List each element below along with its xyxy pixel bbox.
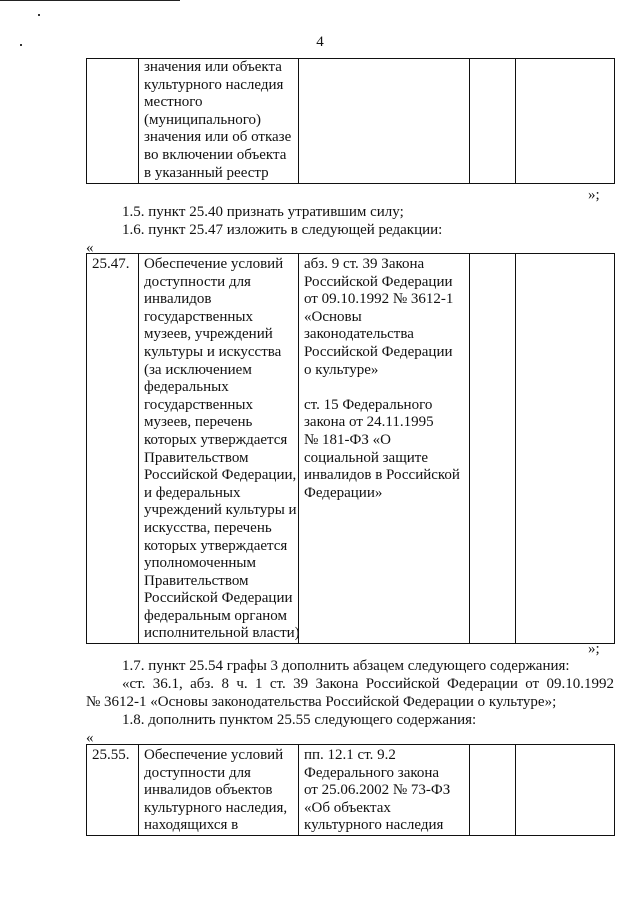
scan-speck bbox=[38, 14, 40, 16]
paragraph-1-5: 1.5. пункт 25.40 признать утратившим силу; bbox=[122, 204, 404, 220]
paragraph-1-7-quote-line-2: № 3612-1 «Основы законодательства Российской Федерации о культуре»; bbox=[86, 694, 557, 710]
cell-empty bbox=[516, 59, 615, 184]
cell-number bbox=[87, 59, 139, 184]
cell-empty bbox=[516, 254, 615, 644]
paragraph-1-6: 1.6. пункт 25.47 изложить в следующей редакции: bbox=[122, 222, 443, 238]
cell-legal-basis bbox=[299, 59, 470, 184]
closing-quote: »; bbox=[588, 187, 600, 203]
table-continuation bbox=[86, 58, 615, 184]
paragraph-1-7: 1.7. пункт 25.54 графы 3 дополнить абзацем следующего содержания: bbox=[122, 658, 570, 674]
table-item-25-55 bbox=[86, 744, 615, 836]
table-row bbox=[87, 254, 615, 644]
cell-empty bbox=[470, 254, 516, 644]
cell-legal-basis: абз. 9 ст. 39 Закона Российской Федерации от 09.10.1992 № 3612-1 «Основы законодательства Российской Федерации о культуре» ст. 15 Федерального закона от 24.11.1995 № 181-ФЗ «О социальной защите инвалидов в Российской Федерации» bbox=[299, 254, 470, 644]
cell-description: значения или объекта культурного наследия местного (муниципального) значения или об отказе во включении объекта в указанный реестр bbox=[139, 59, 299, 184]
table-row bbox=[87, 59, 615, 184]
cell-number: 25.55. bbox=[87, 745, 139, 836]
cell-number: 25.47. bbox=[87, 254, 139, 644]
paragraph-1-7-quote-line-1: «ст. 36.1, абз. 8 ч. 1 ст. 39 Закона Российской Федерации от 09.10.1992 bbox=[122, 676, 614, 692]
cell-description: Обеспечение условий доступности для инвалидов объектов культурного наследия, находящихся в bbox=[139, 745, 299, 836]
cell-legal-basis: пп. 12.1 ст. 9.2 Федерального закона от 25.06.2002 № 73-ФЗ «Об объектах культурного наследия bbox=[299, 745, 470, 836]
cell-empty bbox=[516, 745, 615, 836]
opening-quote: « bbox=[86, 240, 94, 256]
table-item-25-47 bbox=[86, 253, 615, 644]
cell-empty bbox=[470, 59, 516, 184]
opening-quote: « bbox=[86, 730, 94, 746]
top-rule bbox=[0, 0, 180, 1]
page-number: 4 bbox=[316, 34, 324, 50]
cell-empty bbox=[470, 745, 516, 836]
table-row bbox=[87, 745, 615, 836]
paragraph-1-8: 1.8. дополнить пунктом 25.55 следующего содержания: bbox=[122, 712, 477, 728]
closing-quote: »; bbox=[588, 641, 600, 657]
cell-description: Обеспечение условий доступности для инвалидов государственных музеев, учреждений культуры и искусства (за исключением федеральных государственных музеев, перечень которых утверждается Правительством Российской Федерации, и федеральных учреждений культуры и искусства, перечень которых утверждается уполномоченным Правительством Российской Федерации федеральным органом исполнительной власти) bbox=[139, 254, 299, 644]
